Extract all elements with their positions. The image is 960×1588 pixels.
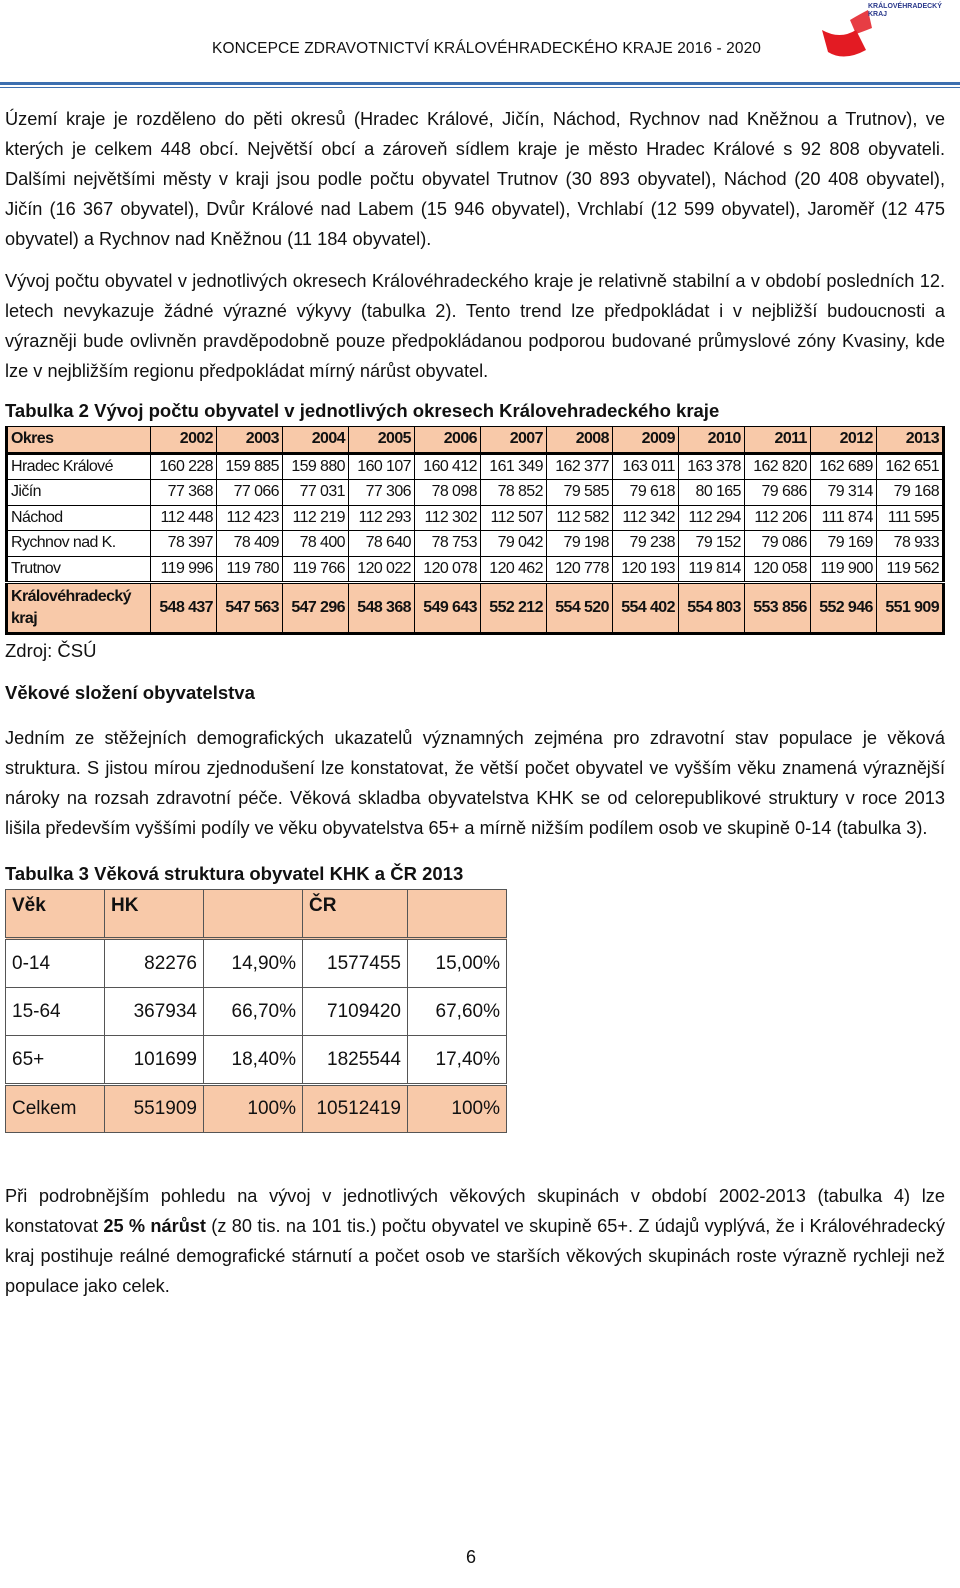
header-title: KONCEPCE ZDRAVOTNICTVÍ KRÁLOVÉHRADECKÉHO KRAJE 2016 - 2020	[212, 40, 762, 57]
table-header-cell: 2010	[678, 427, 744, 454]
table-cell: 552 946	[810, 583, 876, 634]
table-cell: 159 880	[282, 453, 348, 480]
table-cell: Náchod	[7, 505, 151, 531]
table-row	[7, 453, 944, 480]
table-cell: 119 780	[216, 556, 282, 583]
table-cell: 82276	[105, 939, 204, 988]
table-cell: 163 011	[612, 453, 678, 480]
table-cell: 120 022	[348, 556, 414, 583]
table-cell: 67,60%	[408, 988, 507, 1036]
paragraph-aging-bold: 25 % nárůst	[103, 1216, 206, 1236]
table-cell: 65+	[6, 1036, 105, 1085]
paragraph-districts: Území kraje je rozděleno do pěti okresů (Hradec Králové, Jičín, Náchod, Rychnov nad Kněžnou a Trutnov), ve kterých je celkem 448 obcí. Největší obcí a zároveň sídlem kraje je město Hradec Králové s 92 808 obyvateli. Dalšími největšími městy v kraji jsou podle počtu obyvatel Trutnov (30 893 obyvatel), Náchod (20 408 obyvatel), Jičín (16 367 obyvatel), Dvůr Králové nad Labem (15 946 obyvatel), Vrchlabí (12 599 obyvatel), Jaroměř (12 475 obyvatel) a Rychnov nad Kněžnou (11 184 obyvatel).	[5, 109, 945, 249]
table-cell: 100%	[408, 1085, 507, 1133]
table-cell: 79 042	[480, 531, 546, 557]
table-cell: Královéhradecký kraj	[7, 583, 151, 634]
table-header-cell: 2007	[480, 427, 546, 454]
table-header-cell: 2013	[876, 427, 943, 454]
section-heading: Věkové složení obyvatelstva	[5, 682, 255, 703]
table-cell: 160 412	[414, 453, 480, 480]
table-cell: 159 885	[216, 453, 282, 480]
table-cell: 162 820	[744, 453, 810, 480]
table-cell: 78 852	[480, 480, 546, 506]
table-header-cell: 2003	[216, 427, 282, 454]
table-cell: Hradec Králové	[7, 453, 151, 480]
table-header-cell: Věk	[6, 890, 105, 939]
table-cell: 160 107	[348, 453, 414, 480]
table-header-cell: 2004	[282, 427, 348, 454]
age-structure-table	[5, 889, 507, 1133]
table3-caption: Tabulka 3 Věková struktura obyvatel KHK a ČR 2013	[5, 863, 464, 884]
region-logo	[820, 0, 952, 62]
table-cell: 551909	[105, 1085, 204, 1133]
table-cell: 79 168	[876, 480, 943, 506]
table-header-cell	[408, 890, 507, 939]
table-header-cell: 2011	[744, 427, 810, 454]
population-table	[5, 426, 945, 635]
table-cell: 1577455	[303, 939, 408, 988]
table-cell: 112 294	[678, 505, 744, 531]
table-cell: 553 856	[744, 583, 810, 634]
table-cell: 552 212	[480, 583, 546, 634]
table-cell: 112 219	[282, 505, 348, 531]
table-cell: 112 582	[546, 505, 612, 531]
table-cell: 119 814	[678, 556, 744, 583]
table-cell: 78 397	[151, 531, 217, 557]
table-cell: 112 206	[744, 505, 810, 531]
table-row	[7, 480, 944, 506]
table-cell: 101699	[105, 1036, 204, 1085]
page-content	[5, 104, 945, 1301]
table-cell: 78 098	[414, 480, 480, 506]
table-cell: 162 377	[546, 453, 612, 480]
table-cell: 79 086	[744, 531, 810, 557]
table-cell: 161 349	[480, 453, 546, 480]
table-cell: 549 643	[414, 583, 480, 634]
table-row	[6, 939, 507, 988]
table-cell: 80 165	[678, 480, 744, 506]
table-cell: 100%	[204, 1085, 303, 1133]
table2-source: Zdroj: ČSÚ	[5, 640, 97, 661]
table-cell: 79 238	[612, 531, 678, 557]
table-header-cell: 2005	[348, 427, 414, 454]
table-cell: 119 900	[810, 556, 876, 583]
table-cell: 78 400	[282, 531, 348, 557]
table-cell: 112 507	[480, 505, 546, 531]
table-cell: 1825544	[303, 1036, 408, 1085]
table2-caption: Tabulka 2 Vývoj počtu obyvatel v jednotlivých okresech Královehradeckého kraje	[5, 400, 720, 421]
table-cell: 554 803	[678, 583, 744, 634]
table-cell: 77 306	[348, 480, 414, 506]
table-cell: 112 302	[414, 505, 480, 531]
table-total-row	[6, 1085, 507, 1133]
table-cell: 111 874	[810, 505, 876, 531]
table-header-cell: 2009	[612, 427, 678, 454]
table-cell: 15,00%	[408, 939, 507, 988]
table-cell: 112 423	[216, 505, 282, 531]
table-header-cell: 2008	[546, 427, 612, 454]
table-header-cell	[204, 890, 303, 939]
table-cell: 120 078	[414, 556, 480, 583]
table-cell: 79 152	[678, 531, 744, 557]
table-cell: 120 778	[546, 556, 612, 583]
page-number: 6	[466, 1547, 477, 1567]
table-cell: 554 402	[612, 583, 678, 634]
table-cell: 78 933	[876, 531, 943, 557]
table-cell: 119 996	[151, 556, 217, 583]
table-cell: 78 753	[414, 531, 480, 557]
table-cell: 160 228	[151, 453, 217, 480]
table-total-row	[7, 583, 944, 634]
table-cell: 66,70%	[204, 988, 303, 1036]
table-cell: 120 193	[612, 556, 678, 583]
paragraph-aging	[5, 1181, 945, 1301]
table-cell: 120 462	[480, 556, 546, 583]
table-cell: Celkem	[6, 1085, 105, 1133]
table-header-cell: ČR	[303, 890, 408, 939]
table-cell: Trutnov	[7, 556, 151, 583]
table-cell: 79 618	[612, 480, 678, 506]
table-cell: 120 058	[744, 556, 810, 583]
table-cell: 119 766	[282, 556, 348, 583]
table-cell: Jičín	[7, 480, 151, 506]
table-cell: 551 909	[876, 583, 943, 634]
table-header-cell: HK	[105, 890, 204, 939]
table-cell: 79 169	[810, 531, 876, 557]
table-cell: 78 640	[348, 531, 414, 557]
header-rule	[0, 82, 960, 88]
table-header-row	[7, 427, 944, 454]
table-cell: 548 437	[151, 583, 217, 634]
table-cell: 77 066	[216, 480, 282, 506]
table-cell: 15-64	[6, 988, 105, 1036]
logo-text-line2: KRAJ	[868, 11, 888, 18]
table-cell: 7109420	[303, 988, 408, 1036]
paragraph-aging-part2: (z 80 tis. na 101 tis.) počtu obyvatel ve skupině 65+. Z údajů vyplývá, že i Královéhradecký kraj postihuje reálné demografické stárnutí a počet osob ve starších věkových skupinách roste výrazně rychleji než populace jako celek.	[5, 1216, 945, 1296]
logo-text-line1: KRÁLOVÉHRADECKÝ	[868, 3, 942, 10]
table-cell: 554 520	[546, 583, 612, 634]
table-row	[7, 531, 944, 557]
table-cell: 17,40%	[408, 1036, 507, 1085]
table-cell: 162 689	[810, 453, 876, 480]
table-cell: 78 409	[216, 531, 282, 557]
table-row	[7, 505, 944, 531]
table-cell: 79 314	[810, 480, 876, 506]
table-cell: 119 562	[876, 556, 943, 583]
table-header-cell: Okres	[7, 427, 151, 454]
table-row	[6, 1036, 507, 1085]
table-cell: 162 651	[876, 453, 943, 480]
paragraph-aging-part1: Při podrobnějším pohledu na vývoj v jednotlivých věkových skupinách v období 2002-2013 (tabulka 4) lze konstatovat	[5, 1186, 945, 1236]
paragraph-population-trend: Vývoj počtu obyvatel v jednotlivých okresech Královéhradeckého kraje je relativně stabilní a v období posledních 12. letech nevykazuje žádné výrazné výkyvy (tabulka 2). Tento trend lze předpokládat i v nejbližší budoucnosti a výrazněji bude ovlivněn pravděpodobně pouze předpokládanou podporou budované průmyslové zóny Kvasiny, kde lze v nejbližším regionu předpokládat mírný nárůst obyvatel.	[5, 271, 945, 381]
table-header-cell: 2012	[810, 427, 876, 454]
table-cell: 163 378	[678, 453, 744, 480]
table-cell: 547 296	[282, 583, 348, 634]
table-header-row	[6, 890, 507, 939]
table-cell: 112 293	[348, 505, 414, 531]
table-cell: 367934	[105, 988, 204, 1036]
table-cell: 79 585	[546, 480, 612, 506]
table-header-cell: 2002	[151, 427, 217, 454]
table-cell: 547 563	[216, 583, 282, 634]
table-row	[6, 988, 507, 1036]
table-cell: 111 595	[876, 505, 943, 531]
table-cell: 0-14	[6, 939, 105, 988]
table-cell: 14,90%	[204, 939, 303, 988]
table-cell: Rychnov nad K.	[7, 531, 151, 557]
table-cell: 79 198	[546, 531, 612, 557]
table-cell: 112 448	[151, 505, 217, 531]
table-cell: 548 368	[348, 583, 414, 634]
paragraph-age-structure: Jedním ze stěžejních demografických ukazatelů významných zejména pro zdravotní stav populace je věková struktura. S jistou mírou zjednodušení lze konstatovat, že větší počet obyvatel ve vyšším věku znamená výraznější nároky na rozsah zdravotní péče. Věková skladba obyvatelstva KHK se od celorepublikové struktury v roce 2013 lišila především vyššími podíly ve věku obyvatelstva 65+ a mírně nižším podílem osob ve skupině 0-14 (tabulka 3).	[5, 728, 945, 838]
table-cell: 112 342	[612, 505, 678, 531]
table-cell: 10512419	[303, 1085, 408, 1133]
table-row	[7, 556, 944, 583]
table-header-cell: 2006	[414, 427, 480, 454]
table-cell: 79 686	[744, 480, 810, 506]
table-cell: 77 031	[282, 480, 348, 506]
table-cell: 77 368	[151, 480, 217, 506]
table-cell: 18,40%	[204, 1036, 303, 1085]
